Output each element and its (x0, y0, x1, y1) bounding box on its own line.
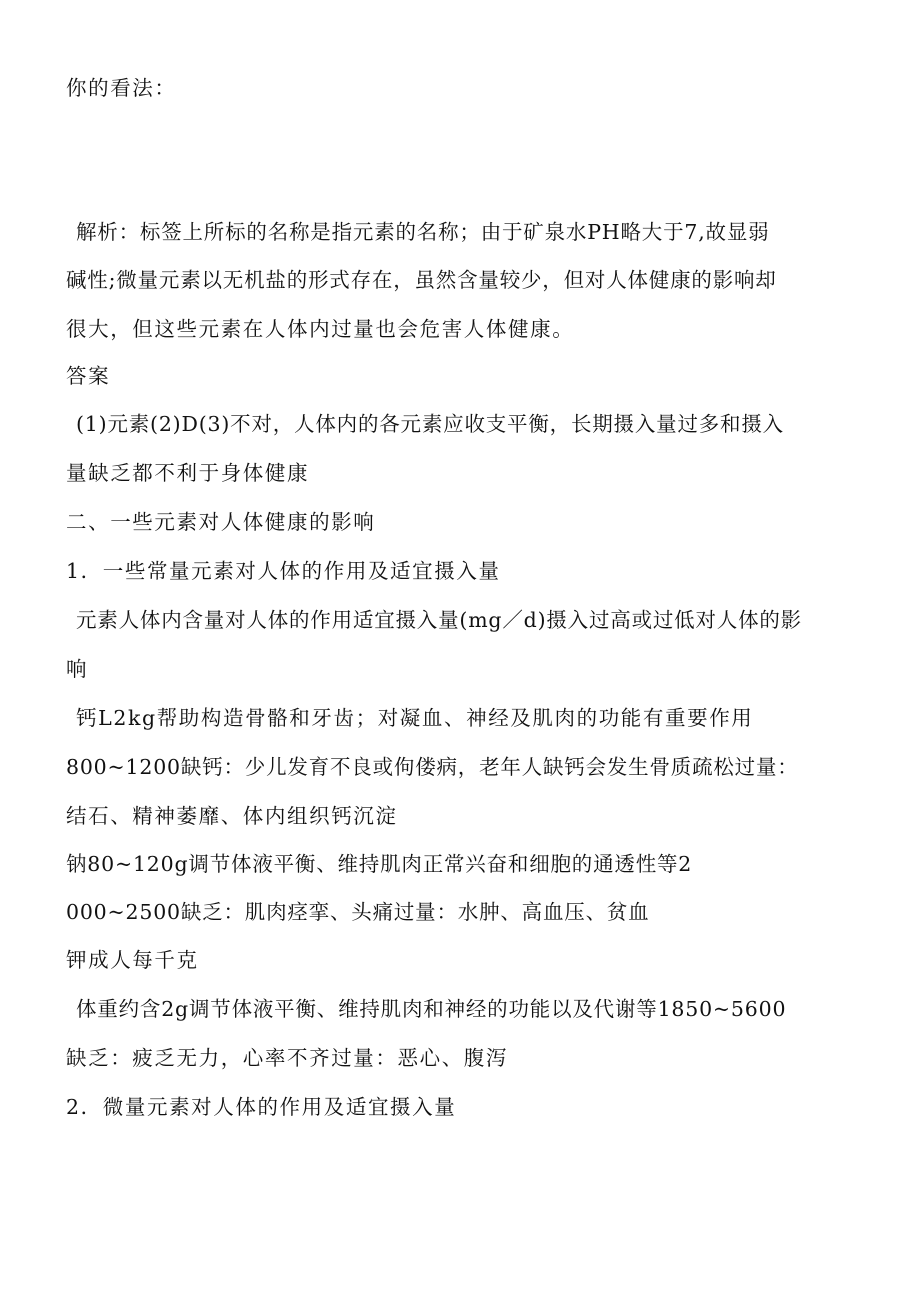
table-header-line-1: 元素人体内含量对人体的作用适宜摄入量(mg／d)摄入过高或过低对人体的影 (76, 608, 802, 632)
section-heading-elements-health: 二、一些元素对人体健康的影响 (66, 510, 376, 534)
potassium-row-line-1: 钾成人每千克 (66, 948, 199, 972)
text-line-analysis-3: 很大，但这些元素在人体内过量也会危害人体健康。 (66, 317, 575, 341)
potassium-row-line-3: 缺乏：疲乏无力，心率不齐过量：恶心、腹泻 (66, 1046, 508, 1070)
calcium-row-line-3: 结石、精神萎靡、体内组织钙沉淀 (66, 804, 398, 828)
text-line-opinion: 你的看法： (66, 76, 177, 100)
text-line-answer-heading: 答案 (66, 364, 111, 388)
sodium-row-line-2: 000~2500缺乏：肌肉痉挛、头痛过量：水肿、高血压、贫血 (66, 900, 650, 924)
text-line-answer-2: 量缺乏都不利于身体健康 (66, 461, 310, 485)
text-line-analysis-1: 解析：标签上所标的名称是指元素的名称；由于矿泉水PH略大于7,故显弱 (76, 220, 770, 244)
subsection-heading-macro-elements: 1．一些常量元素对人体的作用及适宜摄入量 (66, 559, 501, 583)
potassium-row-line-2: 体重约含2g调节体液平衡、维持肌肉和神经的功能以及代谢等1850~5600 (76, 997, 787, 1021)
calcium-row-line-1: 钙L2kg帮助构造骨骼和牙齿；对凝血、神经及肌肉的功能有重要作用 (76, 706, 754, 730)
sodium-row-line-1: 钠80~120g调节体液平衡、维持肌肉正常兴奋和细胞的通透性等2 (66, 852, 693, 876)
subsection-heading-trace-elements: 2．微量元素对人体的作用及适宜摄入量 (66, 1095, 457, 1119)
table-header-line-2: 响 (66, 657, 89, 681)
text-line-analysis-2: 碱性;微量元素以无机盐的形式存在，虽然含量较少，但对人体健康的影响却 (66, 268, 777, 292)
text-line-answer-1: (1)元素(2)D(3)不对，人体内的各元素应收支平衡，长期摄入量过多和摄入 (76, 412, 784, 436)
calcium-row-line-2: 800~1200缺钙：少儿发育不良或佝偻病，老年人缺钙会发生骨质疏松过量： (66, 755, 799, 779)
